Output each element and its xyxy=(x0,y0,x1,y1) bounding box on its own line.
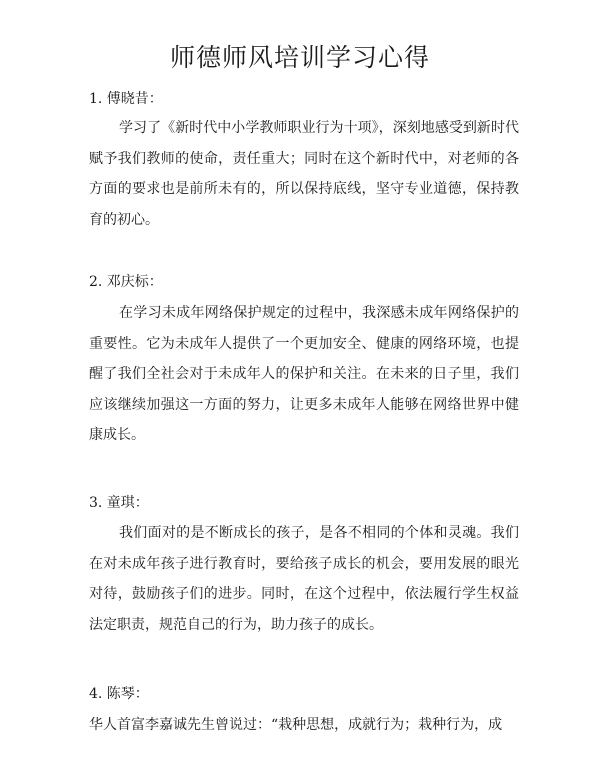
section-paragraph: 华人首富李嘉诚先生曾说过：“栽种思想，成就行为；栽种行为，成 xyxy=(89,717,503,733)
section-heading: 3. 童琪： xyxy=(89,495,149,511)
section-heading: 1. 傅晓昔： xyxy=(89,91,163,107)
section-paragraph: 我们面对的是不断成长的孩子，是各不相同的个体和灵魂。我们在对未成年孩子进行教育时，要给孩子成长的机会，要用发展的眼光对待，鼓励孩子们的进步。同时，在这个过程中，依法履行学生权益法定职责，规范自己的行为，助力孩子的成长。 xyxy=(89,525,519,633)
section-paragraph: 学习了《新时代中小学教师职业行为十项》，深刻地感受到新时代赋予我们教师的使命，责任重大；同时在这个新时代中，对老师的各方面的要求也是前所未有的，所以保持底线，坚守专业道德，保持教育的初心。 xyxy=(89,120,519,228)
section-heading: 2. 邓庆标： xyxy=(89,274,163,290)
section-paragraph: 在学习未成年网络保护规定的过程中，我深感未成年网络保护的重要性。它为未成年人提供了一个更加安全、健康的网络环境，也提醒了我们全社会对于未成年人的保护和关注。在未来的日子里，我们应该继续加强这一方面的努力，让更多未成年人能够在网络世界中健康成长。 xyxy=(89,305,519,443)
section-heading: 4. 陈琴： xyxy=(89,686,149,702)
document-title: 师德师风培训学习心得 xyxy=(169,43,430,72)
